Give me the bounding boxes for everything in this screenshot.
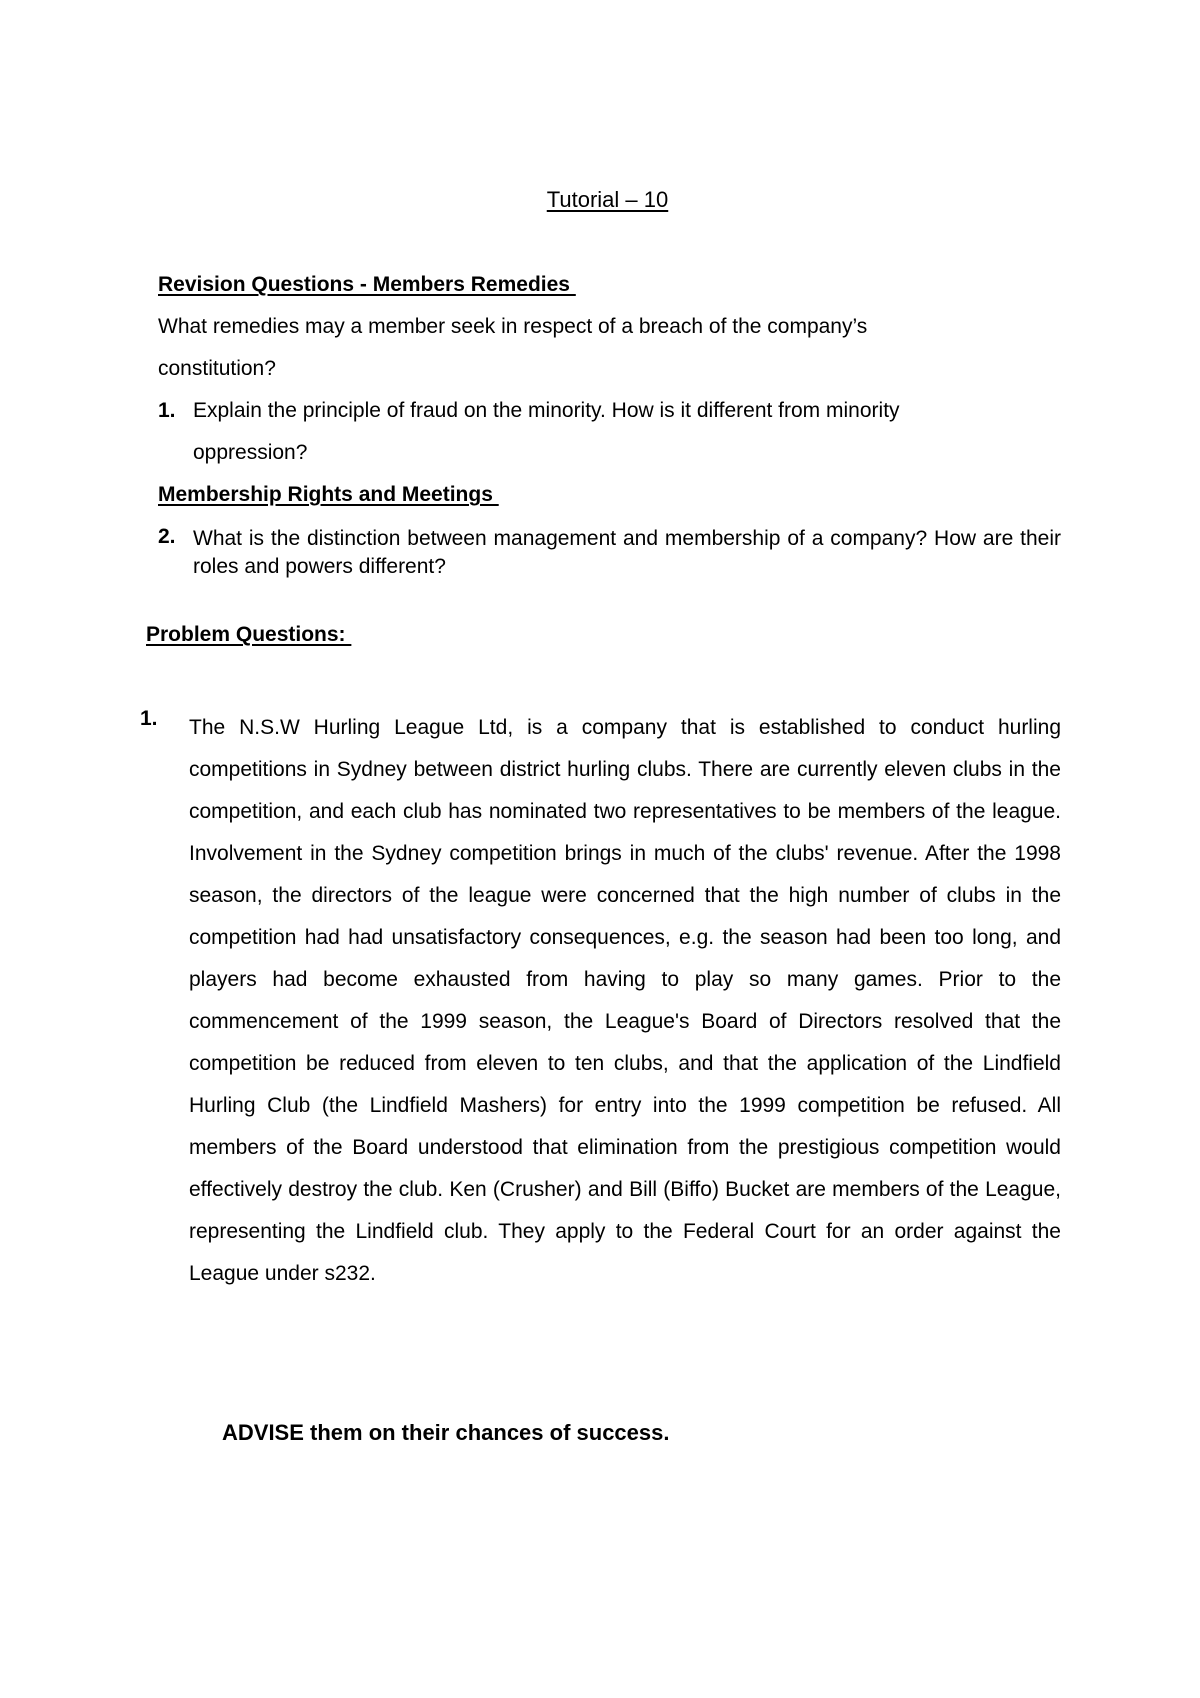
problem-1-text: The N.S.W Hurling League Ltd, is a company that is established to conduct hurling competitions in Sydney between district hurling clubs. There are currently eleven clubs in the competition, and each club has nominated two representatives to be members of the league. Involvement in the Sydney competition brings in much of the clubs' revenue. After the 1998 season, the directors of the league were concerned that the high number of clubs in the competition had had unsatisfactory consequences, e.g. the season had been too long, and players had become exhausted from having to play so many games. Prior to the commencement of the 1999 season, the League's Board of Directors resolved that the competition be reduced from eleven to ten clubs, and that the application of the Lindfield Hurling Club (the Lindfield Mashers) for entry into the 1999 competition be refused. All members of the Board understood that elimination from the prestigious competition would effectively destroy the club. Ken (Crusher) and Bill (Biffo) Bucket are members of the League, representing the Lindfield club. They apply to the Federal Court for an order against the League under s232.: [189, 716, 1061, 1285]
advise-instruction: ADVISE them on their chances of success.: [222, 1420, 670, 1445]
section-heading-revision: Revision Questions - Members Remedies: [158, 273, 576, 296]
revision-intro-line-1: What remedies may a member seek in respect of a breach of the company’s: [158, 315, 868, 338]
section-heading-problem: Problem Questions:: [146, 623, 352, 646]
question-2-text: What is the distinction between management and membership of a company? How are their roles and powers different?: [193, 527, 1061, 578]
question-number-1: 1.: [158, 399, 176, 422]
question-number-2: 2.: [158, 525, 176, 548]
problem-number-1: 1.: [140, 707, 158, 730]
question-1-line-1: Explain the principle of fraud on the minority. How is it different from minority: [193, 399, 900, 422]
page-title: Tutorial – 10: [546, 187, 669, 212]
question-1-line-2: oppression?: [193, 441, 308, 464]
revision-intro-line-2: constitution?: [158, 357, 276, 380]
section-heading-membership: Membership Rights and Meetings: [158, 483, 499, 506]
